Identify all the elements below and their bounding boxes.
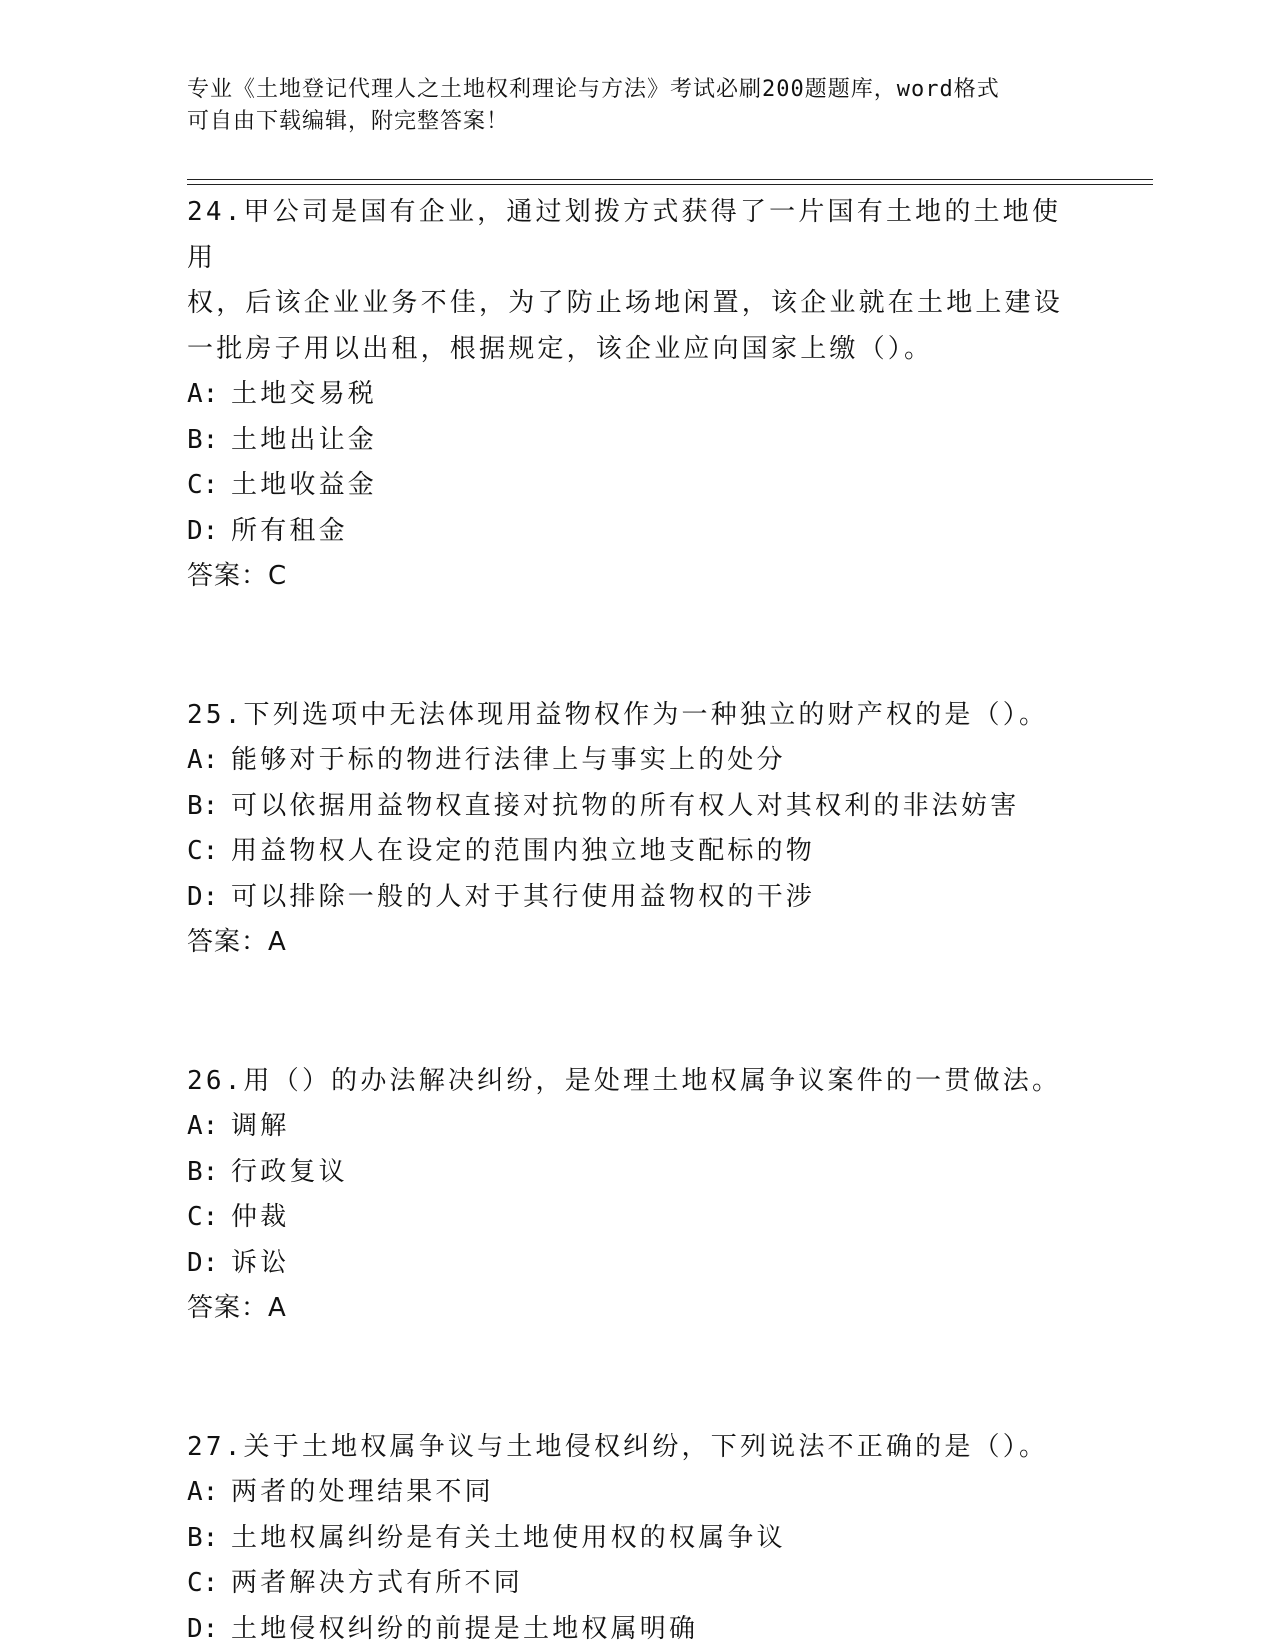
option-letter: A:	[187, 1104, 231, 1150]
option-letter: B:	[187, 784, 231, 830]
option-letter: D:	[187, 875, 231, 921]
question-spacer	[187, 600, 1087, 693]
header-line-2: 可自由下载编辑，附完整答案！	[187, 106, 1087, 138]
question-26	[187, 1059, 1087, 1332]
option-d	[187, 1241, 1087, 1287]
option-a	[187, 738, 1087, 784]
question-text-line: 权，后该企业业务不佳，为了防止场地闲置，该企业就在土地上建设	[187, 281, 1087, 327]
option-text: 可以排除一般的人对于其行使用益物权的干涉	[231, 882, 815, 912]
option-text: 仲裁	[231, 1202, 289, 1232]
option-a	[187, 372, 1087, 418]
question-spacer	[187, 1332, 1087, 1425]
question-24	[187, 190, 1087, 600]
question-25	[187, 693, 1087, 966]
option-text: 两者的处理结果不同	[231, 1477, 494, 1507]
option-c	[187, 1561, 1087, 1607]
answer-line: 答案：A	[187, 920, 1087, 966]
option-letter: D:	[187, 509, 231, 555]
option-d	[187, 1607, 1087, 1652]
option-text: 所有租金	[231, 516, 348, 546]
option-text: 可以依据用益物权直接对抗物的所有权人对其权利的非法妨害	[231, 791, 1019, 821]
option-text: 土地侵权纠纷的前提是土地权属明确	[231, 1614, 698, 1644]
header-divider-bottom	[187, 184, 1153, 185]
header-divider-top	[187, 179, 1153, 180]
question-list	[187, 190, 1087, 1652]
option-letter: C:	[187, 829, 231, 875]
question-text-line: 24.甲公司是国有企业，通过划拨方式获得了一片国有土地的土地使用	[187, 190, 1087, 281]
option-c	[187, 463, 1087, 509]
option-letter: A:	[187, 1470, 231, 1516]
option-letter: A:	[187, 738, 231, 784]
question-text-line: 一批房子用以出租，根据规定，该企业应向国家上缴（）。	[187, 327, 1087, 373]
option-b	[187, 1150, 1087, 1196]
option-letter: C:	[187, 1561, 231, 1607]
option-letter: D:	[187, 1607, 231, 1652]
question-text-line: 26.用（）的办法解决纠纷，是处理土地权属争议案件的一贯做法。	[187, 1059, 1087, 1105]
option-letter: C:	[187, 1195, 231, 1241]
document-header	[187, 74, 1087, 138]
option-text: 调解	[231, 1111, 289, 1141]
option-text: 用益物权人在设定的范围内独立地支配标的物	[231, 836, 815, 866]
option-letter: A:	[187, 372, 231, 418]
option-text: 两者解决方式有所不同	[231, 1568, 523, 1598]
question-spacer	[187, 966, 1087, 1059]
question-text-line: 25.下列选项中无法体现用益物权作为一种独立的财产权的是（）。	[187, 693, 1087, 739]
option-text: 能够对于标的物进行法律上与事实上的处分	[231, 745, 786, 775]
question-27	[187, 1425, 1087, 1652]
option-d	[187, 875, 1087, 921]
option-c	[187, 1195, 1087, 1241]
option-text: 土地出让金	[231, 425, 377, 455]
option-letter: D:	[187, 1241, 231, 1287]
option-letter: B:	[187, 1150, 231, 1196]
header-line-1: 专业《土地登记代理人之土地权利理论与方法》考试必刷200题题库，word格式	[187, 74, 1087, 106]
option-b	[187, 418, 1087, 464]
option-letter: B:	[187, 1516, 231, 1562]
option-letter: B:	[187, 418, 231, 464]
option-b	[187, 784, 1087, 830]
question-text-line: 27.关于土地权属争议与土地侵权纠纷，下列说法不正确的是（）。	[187, 1425, 1087, 1471]
answer-line: 答案：C	[187, 554, 1087, 600]
option-d	[187, 509, 1087, 555]
option-text: 土地收益金	[231, 470, 377, 500]
option-text: 行政复议	[231, 1157, 348, 1187]
option-b	[187, 1516, 1087, 1562]
option-text: 土地权属纠纷是有关土地使用权的权属争议	[231, 1523, 786, 1553]
answer-line: 答案：A	[187, 1286, 1087, 1332]
option-a	[187, 1104, 1087, 1150]
option-text: 诉讼	[231, 1248, 289, 1278]
option-letter: C:	[187, 463, 231, 509]
option-text: 土地交易税	[231, 379, 377, 409]
option-c	[187, 829, 1087, 875]
option-a	[187, 1470, 1087, 1516]
